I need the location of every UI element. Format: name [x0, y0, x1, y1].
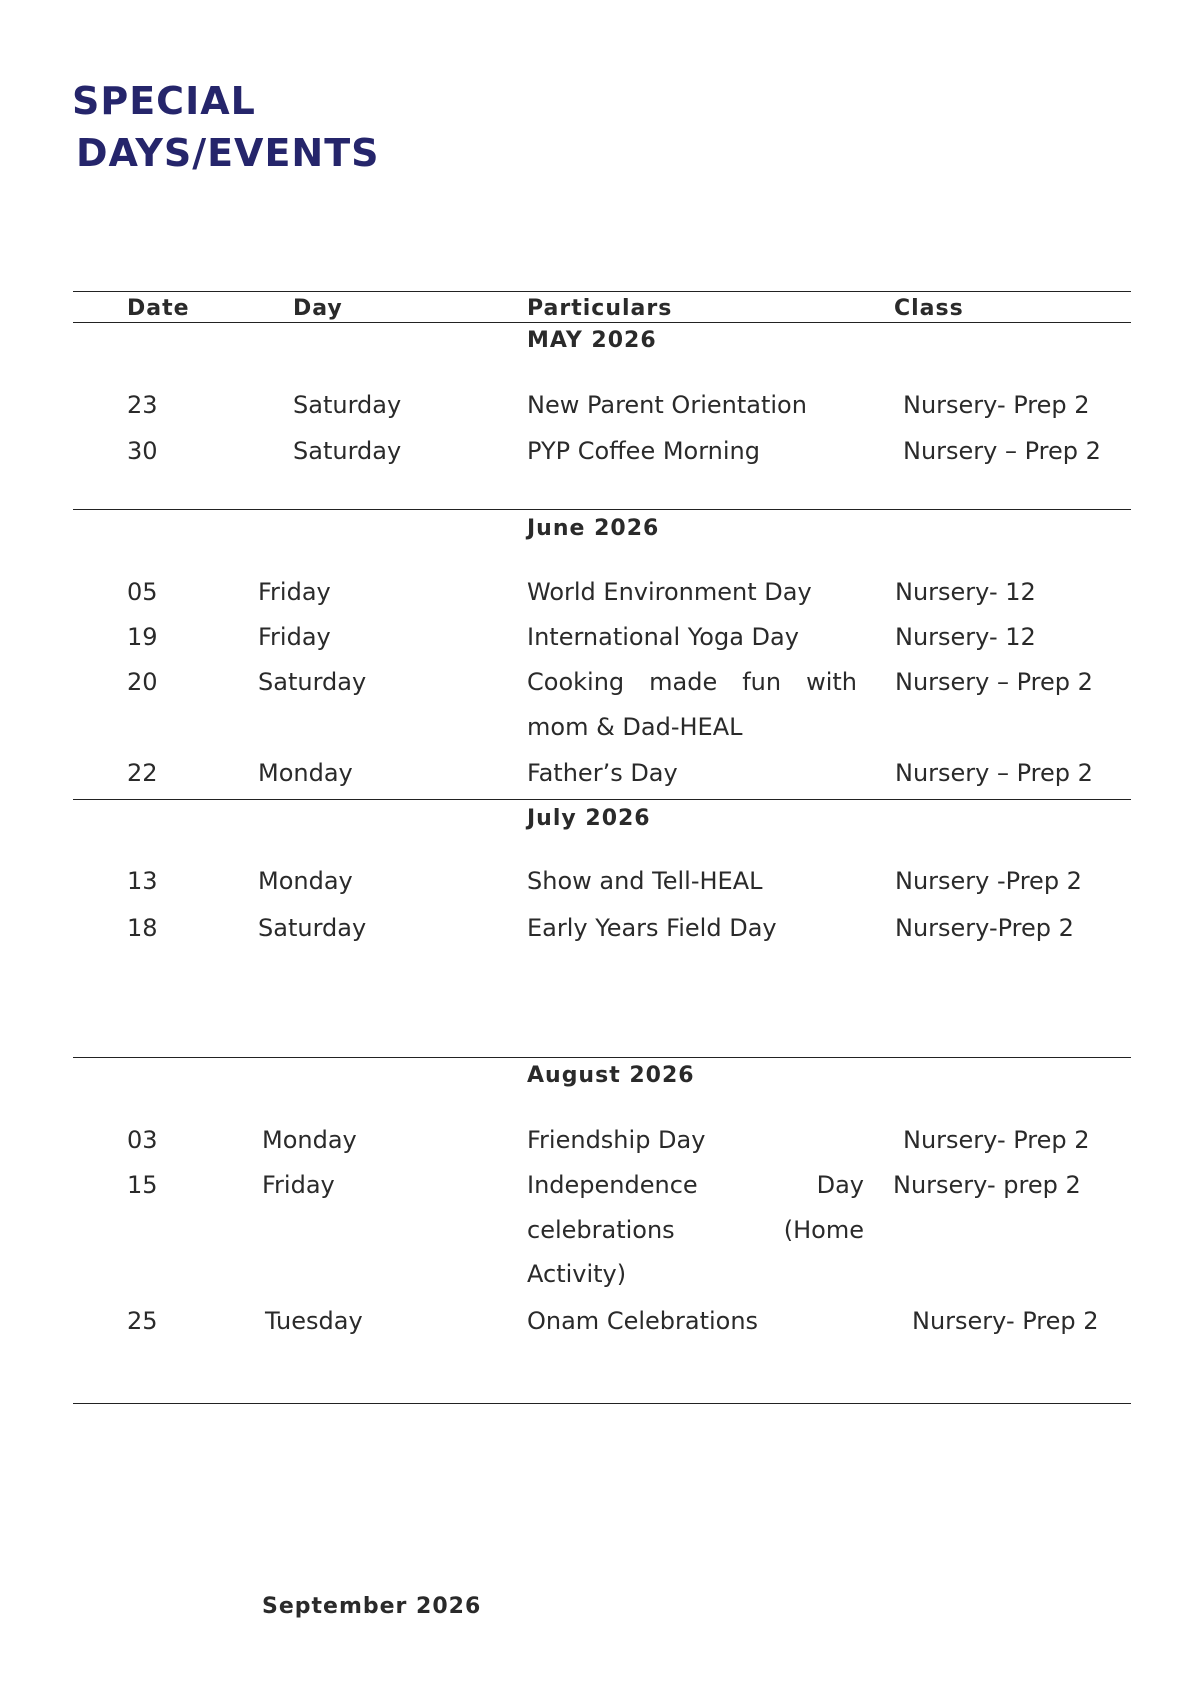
month-heading-june: June 2026 [527, 516, 660, 541]
word: with [806, 668, 857, 696]
row-class: Nursery- Prep 2 [903, 391, 1090, 419]
word: fun [742, 668, 782, 696]
month-heading-august: August 2026 [527, 1063, 695, 1088]
row-particulars: Show and Tell-HEAL [527, 867, 763, 895]
row-date: 18 [127, 914, 158, 942]
row-particulars: Father’s Day [527, 759, 678, 787]
row-class: Nursery- Prep 2 [903, 1126, 1090, 1154]
header-bottom-rule [73, 322, 1131, 323]
row-date: 25 [127, 1307, 158, 1335]
row-class: Nursery- 12 [895, 578, 1036, 606]
row-day: Monday [258, 867, 353, 895]
row-date: 05 [127, 578, 158, 606]
row-date: 30 [127, 437, 158, 465]
month-heading-september: September 2026 [262, 1594, 482, 1619]
row-day: Friday [262, 1171, 335, 1199]
month-heading-may: MAY 2026 [527, 328, 657, 353]
row-particulars: Onam Celebrations [527, 1307, 759, 1335]
row-particulars-line1 [527, 670, 857, 694]
word: Day [816, 1171, 864, 1199]
month-heading-july: July 2026 [527, 806, 651, 831]
row-day: Friday [258, 623, 331, 651]
row-date: 20 [127, 668, 158, 696]
row-particulars: World Environment Day [527, 578, 812, 606]
row-class: Nursery – Prep 2 [895, 759, 1093, 787]
header-class: Class [894, 296, 964, 321]
row-particulars: New Parent Orientation [527, 391, 807, 419]
row-day: Friday [258, 578, 331, 606]
section-rule-june [73, 799, 1131, 800]
header-date: Date [127, 296, 190, 321]
word: Cooking [527, 668, 625, 696]
header-particulars: Particulars [527, 296, 673, 321]
row-day: Tuesday [265, 1307, 363, 1335]
section-rule-may [73, 509, 1131, 510]
row-date: 22 [127, 759, 158, 787]
row-particulars-line1 [527, 1173, 864, 1197]
row-particulars: PYP Coffee Morning [527, 437, 761, 465]
section-rule-august [73, 1403, 1131, 1404]
row-particulars: Friendship Day [527, 1126, 706, 1154]
row-class: Nursery – Prep 2 [903, 437, 1101, 465]
word: Independence [527, 1171, 698, 1199]
title-line-1: SPECIAL [72, 79, 256, 123]
row-class: Nursery -Prep 2 [895, 867, 1082, 895]
row-day: Saturday [258, 914, 367, 942]
row-particulars-line2: mom & Dad-HEAL [527, 713, 743, 741]
word: made [649, 668, 718, 696]
row-day: Saturday [293, 437, 402, 465]
table-top-rule [73, 291, 1131, 292]
row-particulars-line3: Activity) [527, 1260, 627, 1288]
row-date: 03 [127, 1126, 158, 1154]
row-date: 15 [127, 1171, 158, 1199]
title-line-2: DAYS/EVENTS [76, 131, 380, 175]
row-class: Nursery- Prep 2 [912, 1307, 1099, 1335]
header-day: Day [293, 296, 343, 321]
row-class: Nursery- 12 [895, 623, 1036, 651]
row-particulars-line2 [527, 1218, 864, 1242]
row-date: 19 [127, 623, 158, 651]
row-class: Nursery – Prep 2 [895, 668, 1093, 696]
row-class: Nursery- prep 2 [893, 1171, 1081, 1199]
row-day: Saturday [293, 391, 402, 419]
word: (Home [783, 1216, 864, 1244]
row-day: Saturday [258, 668, 367, 696]
row-date: 13 [127, 867, 158, 895]
section-rule-july [73, 1057, 1131, 1058]
row-class: Nursery-Prep 2 [895, 914, 1074, 942]
word: celebrations [527, 1216, 675, 1244]
row-day: Monday [258, 759, 353, 787]
row-particulars: International Yoga Day [527, 623, 799, 651]
row-particulars: Early Years Field Day [527, 914, 777, 942]
row-day: Monday [262, 1126, 357, 1154]
row-date: 23 [127, 391, 158, 419]
